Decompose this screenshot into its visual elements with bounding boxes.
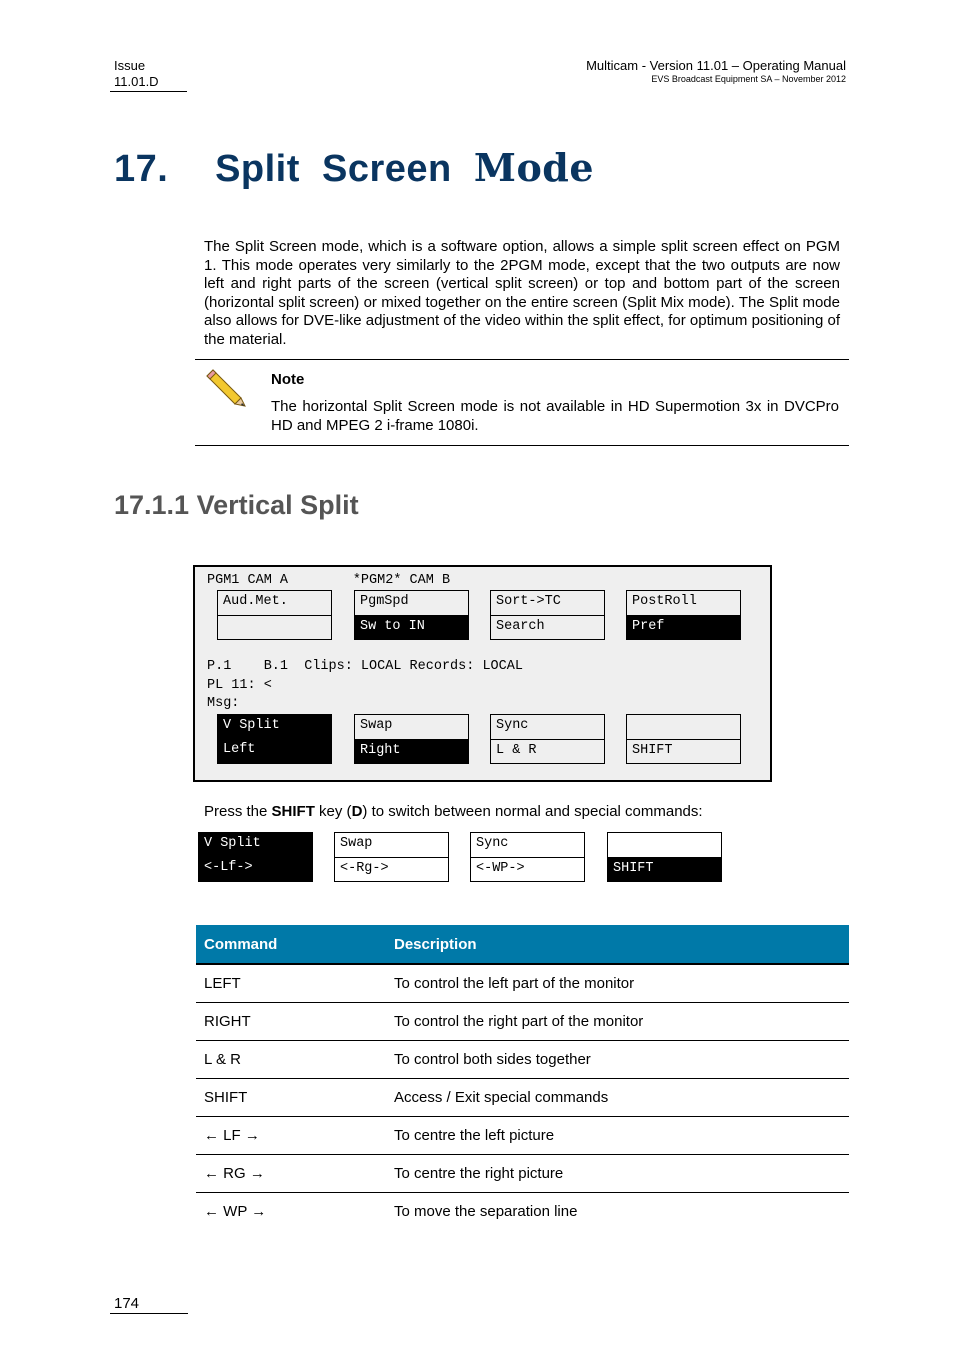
note-text: The horizontal Split Screen mode is not available in HD Supermotion 3x in DVCPro HD and MPEG 2 i-frame 1080i. bbox=[271, 398, 839, 434]
shift-key-label bbox=[608, 833, 721, 858]
shift-key-name: SHIFT bbox=[271, 803, 315, 820]
instruction-text: ) to switch between normal and special commands: bbox=[362, 803, 703, 820]
table-row bbox=[196, 1003, 849, 1041]
lcd-key-label: Sort->TC bbox=[491, 591, 604, 616]
command-cell: LEFT bbox=[196, 964, 386, 1003]
lcd-key-label: PostRoll bbox=[627, 591, 740, 616]
lcd-key-label: Right bbox=[355, 740, 468, 764]
instruction-text: key ( bbox=[314, 803, 352, 820]
shift-key-label: <-Rg-> bbox=[340, 861, 389, 876]
lcd-key-v-split bbox=[217, 714, 332, 764]
table-row bbox=[196, 964, 849, 1003]
shift-key-label: Swap bbox=[335, 833, 448, 858]
lcd-key-label: SHIFT bbox=[632, 743, 673, 758]
lcd-display bbox=[193, 565, 772, 782]
issue-number: 11.01.D bbox=[114, 74, 159, 89]
lcd-key-label: Aud.Met. bbox=[218, 591, 331, 616]
lcd-playlist-line: PL 11: < bbox=[207, 678, 272, 693]
table-row bbox=[196, 1193, 849, 1231]
chapter-title-word-2: Screen bbox=[322, 148, 452, 190]
chapter-number: 17. bbox=[114, 148, 169, 190]
lcd-key-label: PgmSpd bbox=[355, 591, 468, 616]
shift-key-v-split bbox=[198, 832, 313, 882]
instruction-text: Press the bbox=[204, 803, 272, 820]
column-header-description: Description bbox=[386, 925, 849, 964]
lcd-key-label bbox=[218, 616, 331, 640]
chapter-title-word-1: Split bbox=[215, 148, 300, 190]
shift-key-label: V Split bbox=[204, 836, 261, 851]
description-cell: To control the left part of the monitor bbox=[386, 964, 849, 1003]
note-title: Note bbox=[271, 371, 305, 388]
lcd-key-label: Swap bbox=[355, 715, 468, 740]
manual-title: Multicam - Version 11.01 – Operating Manual bbox=[586, 58, 846, 73]
lcd-status-line: P.1 B.1 Clips: LOCAL Records: LOCAL bbox=[207, 659, 523, 674]
table-row bbox=[196, 1079, 849, 1117]
lcd-key-label: Search bbox=[496, 619, 545, 634]
lcd-key-label: V Split bbox=[223, 718, 280, 733]
table-row bbox=[196, 1117, 849, 1155]
lcd-key-aud-met bbox=[217, 590, 332, 640]
shift-key-label: Sync bbox=[471, 833, 584, 858]
intro-paragraph: The Split Screen mode, which is a software option, allows a simple split screen effect on PGM 1. This mode operates very similarly to the 2PGM mode, except that the two outputs are now left and right parts of the screen (vertical split screen) or top and bottom part of the screen (horizontal split screen) or mixed together on the entire screen (Split Mix mode). The Split mode also allows for DVE-like adjustment of the video within the split effect, for optimum positioning of the material. bbox=[204, 238, 840, 348]
table-row bbox=[196, 1155, 849, 1193]
publisher: EVS Broadcast Equipment SA – November 2012 bbox=[651, 74, 846, 84]
lcd-key-shift bbox=[626, 714, 741, 764]
shift-key-label: <-Lf-> bbox=[204, 860, 253, 875]
chapter-title-word-3: Mode bbox=[473, 145, 595, 190]
command-cell: RIGHT bbox=[196, 1003, 386, 1041]
description-cell: To centre the left picture bbox=[386, 1117, 849, 1155]
lcd-key-swap bbox=[354, 714, 469, 764]
table-row bbox=[196, 1041, 849, 1079]
command-cell: ← WP → bbox=[204, 1203, 267, 1220]
description-cell: To centre the right picture bbox=[386, 1155, 849, 1193]
header-manual bbox=[586, 58, 846, 84]
description-cell: To control both sides together bbox=[386, 1041, 849, 1079]
shift-instruction bbox=[204, 803, 703, 820]
description-cell: To move the separation line bbox=[394, 1203, 578, 1220]
chapter-title bbox=[114, 145, 594, 191]
header-issue bbox=[110, 58, 187, 92]
command-cell: SHIFT bbox=[196, 1079, 386, 1117]
section-heading: 17.1.1 Vertical Split bbox=[114, 490, 359, 520]
lcd-msg-line: Msg: bbox=[207, 696, 240, 711]
commands-table bbox=[196, 925, 849, 1230]
shift-key-shift bbox=[607, 832, 722, 882]
lcd-key-sync bbox=[490, 714, 605, 764]
command-cell: L & R bbox=[196, 1041, 386, 1079]
shift-key-label: <-WP-> bbox=[476, 861, 525, 876]
description-cell: Access / Exit special commands bbox=[386, 1079, 849, 1117]
lcd-key-pgmspd bbox=[354, 590, 469, 640]
lcd-key-label: L & R bbox=[496, 743, 537, 758]
lcd-pgm-line: PGM1 CAM A *PGM2* CAM B bbox=[207, 573, 451, 588]
lcd-key-label bbox=[627, 715, 740, 740]
lcd-key-postroll bbox=[626, 590, 741, 640]
lcd-key-label: Left bbox=[223, 742, 256, 757]
description-cell: To control the right part of the monitor bbox=[386, 1003, 849, 1041]
column-header-command: Command bbox=[196, 925, 386, 964]
lcd-key-label: Sync bbox=[491, 715, 604, 740]
issue-label: Issue bbox=[114, 58, 146, 73]
lcd-key-sort bbox=[490, 590, 605, 640]
note-box bbox=[195, 359, 849, 446]
command-cell: ← RG → bbox=[196, 1155, 386, 1193]
command-cell: ← LF → bbox=[196, 1117, 386, 1155]
lcd-key-label: Pref bbox=[627, 616, 740, 640]
shift-key-letter: D bbox=[351, 803, 363, 820]
pencil-icon bbox=[203, 368, 247, 408]
shift-key-label: SHIFT bbox=[608, 858, 721, 882]
page-number: 174 bbox=[110, 1295, 188, 1314]
shift-key-swap bbox=[334, 832, 449, 882]
lcd-key-label: Sw to IN bbox=[355, 616, 468, 640]
shift-key-sync bbox=[470, 832, 585, 882]
table-header-row bbox=[196, 925, 849, 964]
